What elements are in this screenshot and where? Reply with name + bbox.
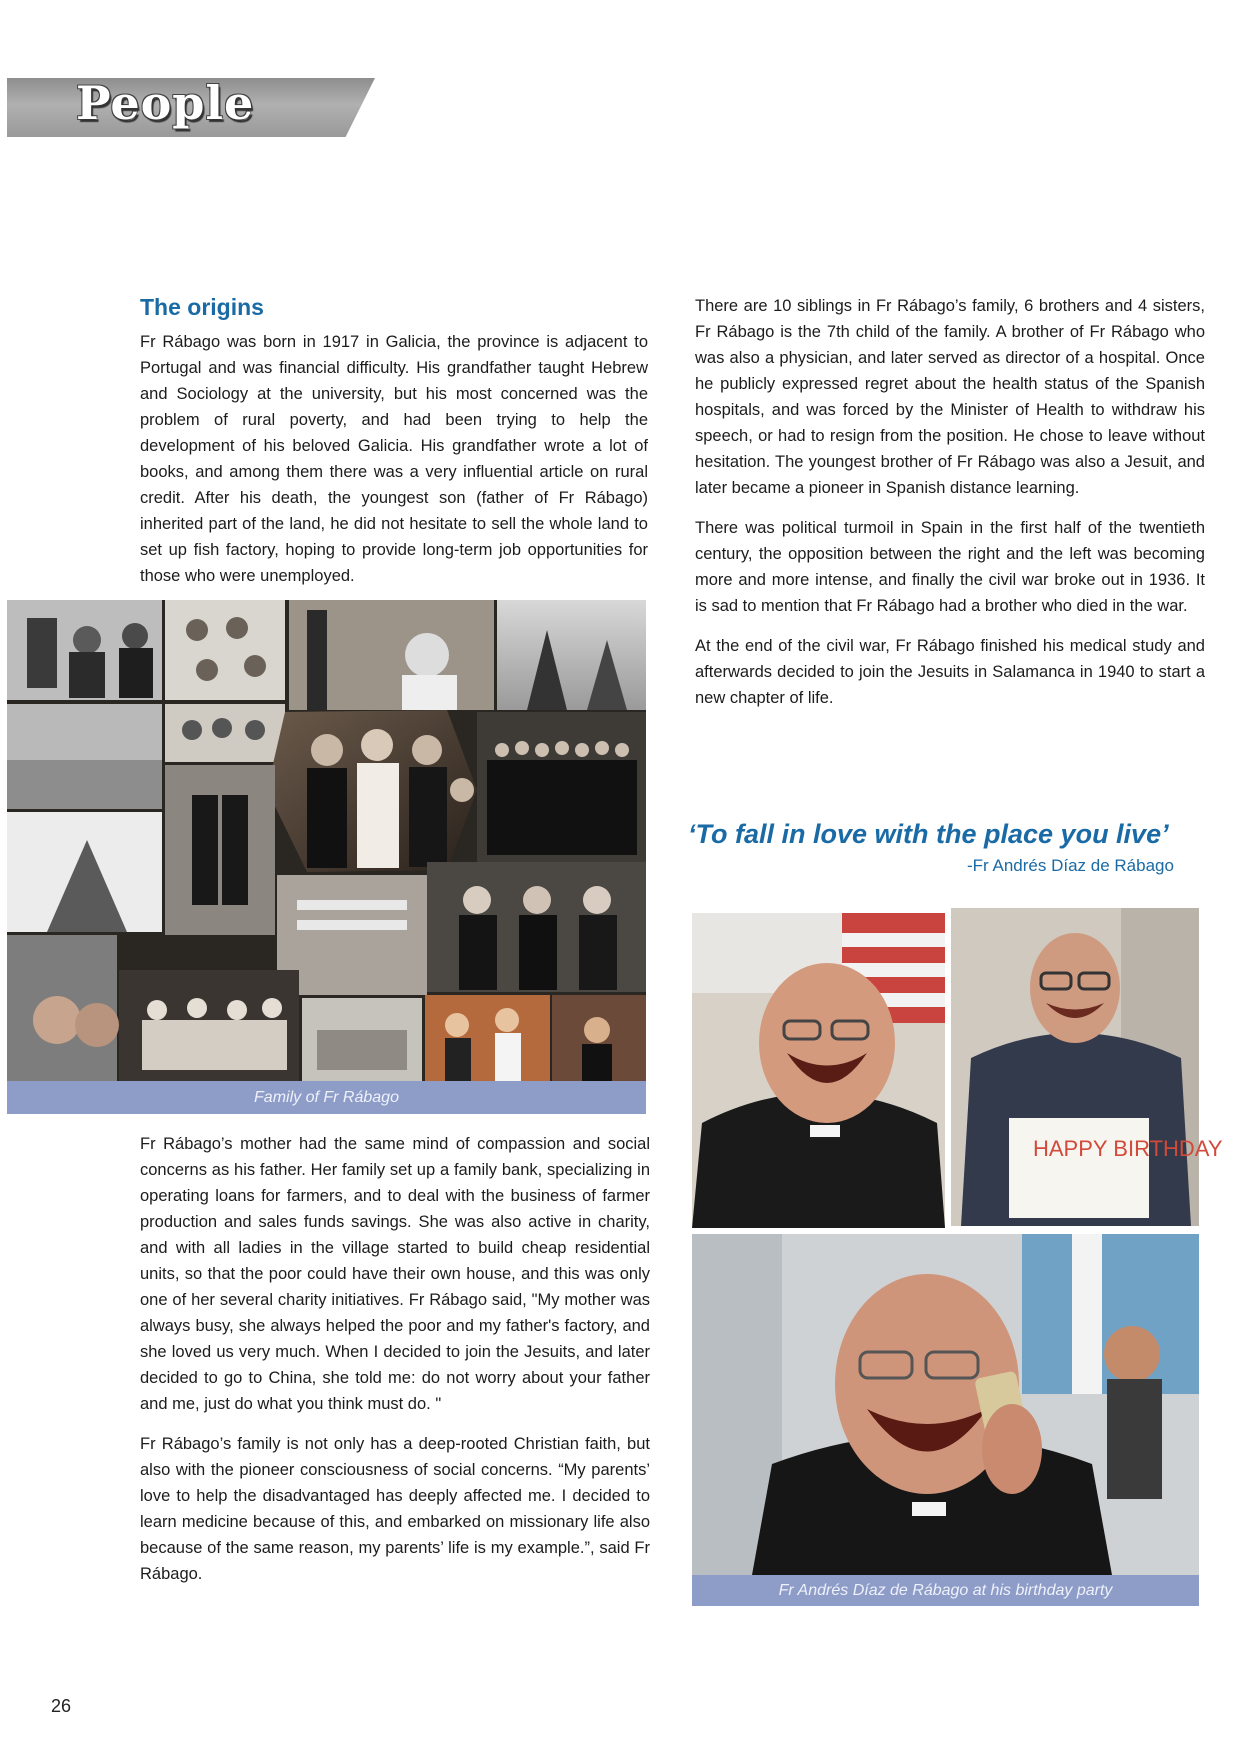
section-heading: The origins — [140, 294, 264, 320]
phone-call-photo — [692, 1234, 1199, 1575]
pull-quote: ‘To fall in love with the place you live’ — [688, 819, 1169, 849]
page-number: 26 — [51, 1696, 72, 1716]
collage-caption: Family of Fr Rábago — [7, 1081, 646, 1114]
family-text — [695, 293, 1205, 711]
photo-image — [951, 908, 1223, 1226]
paragraph: There was political turmoil in Spain in the first half of the twentieth century, the opposition between the right and the left was becoming more and more intense, and finally the civil war broke out in 1936. It is sad to mention that Fr Rábago had a brother who died in the war. — [695, 519, 1205, 615]
photo-image — [692, 913, 945, 1228]
family-photo-collage — [7, 600, 646, 1081]
photo-caption: Fr Andrés Díaz de Rábago at his birthday party — [692, 1575, 1199, 1606]
laughing-priest-photo — [692, 913, 945, 1228]
section-title: People — [76, 76, 255, 130]
birthday-card-photo — [951, 908, 1223, 1226]
photo-image — [692, 1234, 1199, 1575]
quote-author: -Fr Andrés Díaz de Rábago — [967, 856, 1174, 875]
origins-text — [140, 329, 648, 589]
mother-text — [140, 1131, 650, 1587]
paragraph: There are 10 siblings in Fr Rábago’s family, 6 brothers and 4 sisters, Fr Rábago is the 7th child of the family. A brother of Fr Rábago who was also a physician, and later served as director of a hospital. Once he publicly expressed regret about the health status of the Spanish hospitals, and was forced by the Minister of Health to withdraw his speech, or had to resign from the position. He chose to leave without hesitation. The youngest brother of Fr Rábago was also a Jesuit, and later became a pioneer in Spanish distance learning. — [695, 297, 1205, 497]
paragraph: Fr Rábago’s mother had the same mind of compassion and social concerns as his father. Her family set up a family bank, specializing in operating loans for farmers, and to deal with the business of farmer production and sales funds savings. She was also active in charity, and with all ladies in the village started to build cheap residential units, so that the poor could have their own house, and this was only one of her several charity initiatives. Fr Rábago said, "My mother was always busy, she always helped the poor and my father's factory, and she loved us very much. When I decided to join the Jesuits, and later decided to go to China, she told me: do not worry about your father and me, just do what you think must do. " — [140, 1135, 650, 1413]
collage-image — [7, 600, 646, 1081]
paragraph: Fr Rábago’s family is not only has a deep-rooted Christian faith, but also with the pioneer consciousness of social concerns. “My parents’ love to help the disadvantaged has deeply affected me. I decided to learn medicine because of this, and embarked on missionary life also because of the same reason, my parents’ life is my example.”, said Fr Rábago. — [140, 1435, 650, 1583]
paragraph: At the end of the civil war, Fr Rábago finished his medical study and afterwards decided to join the Jesuits in Salamanca in 1940 to start a new chapter of life. — [695, 637, 1205, 707]
paragraph: Fr Rábago was born in 1917 in Galicia, the province is adjacent to Portugal and was financial difficulty. His grandfather taught Hebrew and Sociology at the university, but his most concerned was the problem of rural poverty, and had been trying to help the development of his beloved Galicia. His grandfather wrote a lot of books, and among them there was a very influential article on rural credit. After his death, the youngest son (father of Fr Rábago) inherited part of the land, he did not hesitate to sell the whole land to set up fish factory, hoping to provide long-term job opportunities for those who were unemployed. — [140, 333, 648, 585]
card-text: HAPPY BIRTHDAY — [1033, 1136, 1223, 1161]
